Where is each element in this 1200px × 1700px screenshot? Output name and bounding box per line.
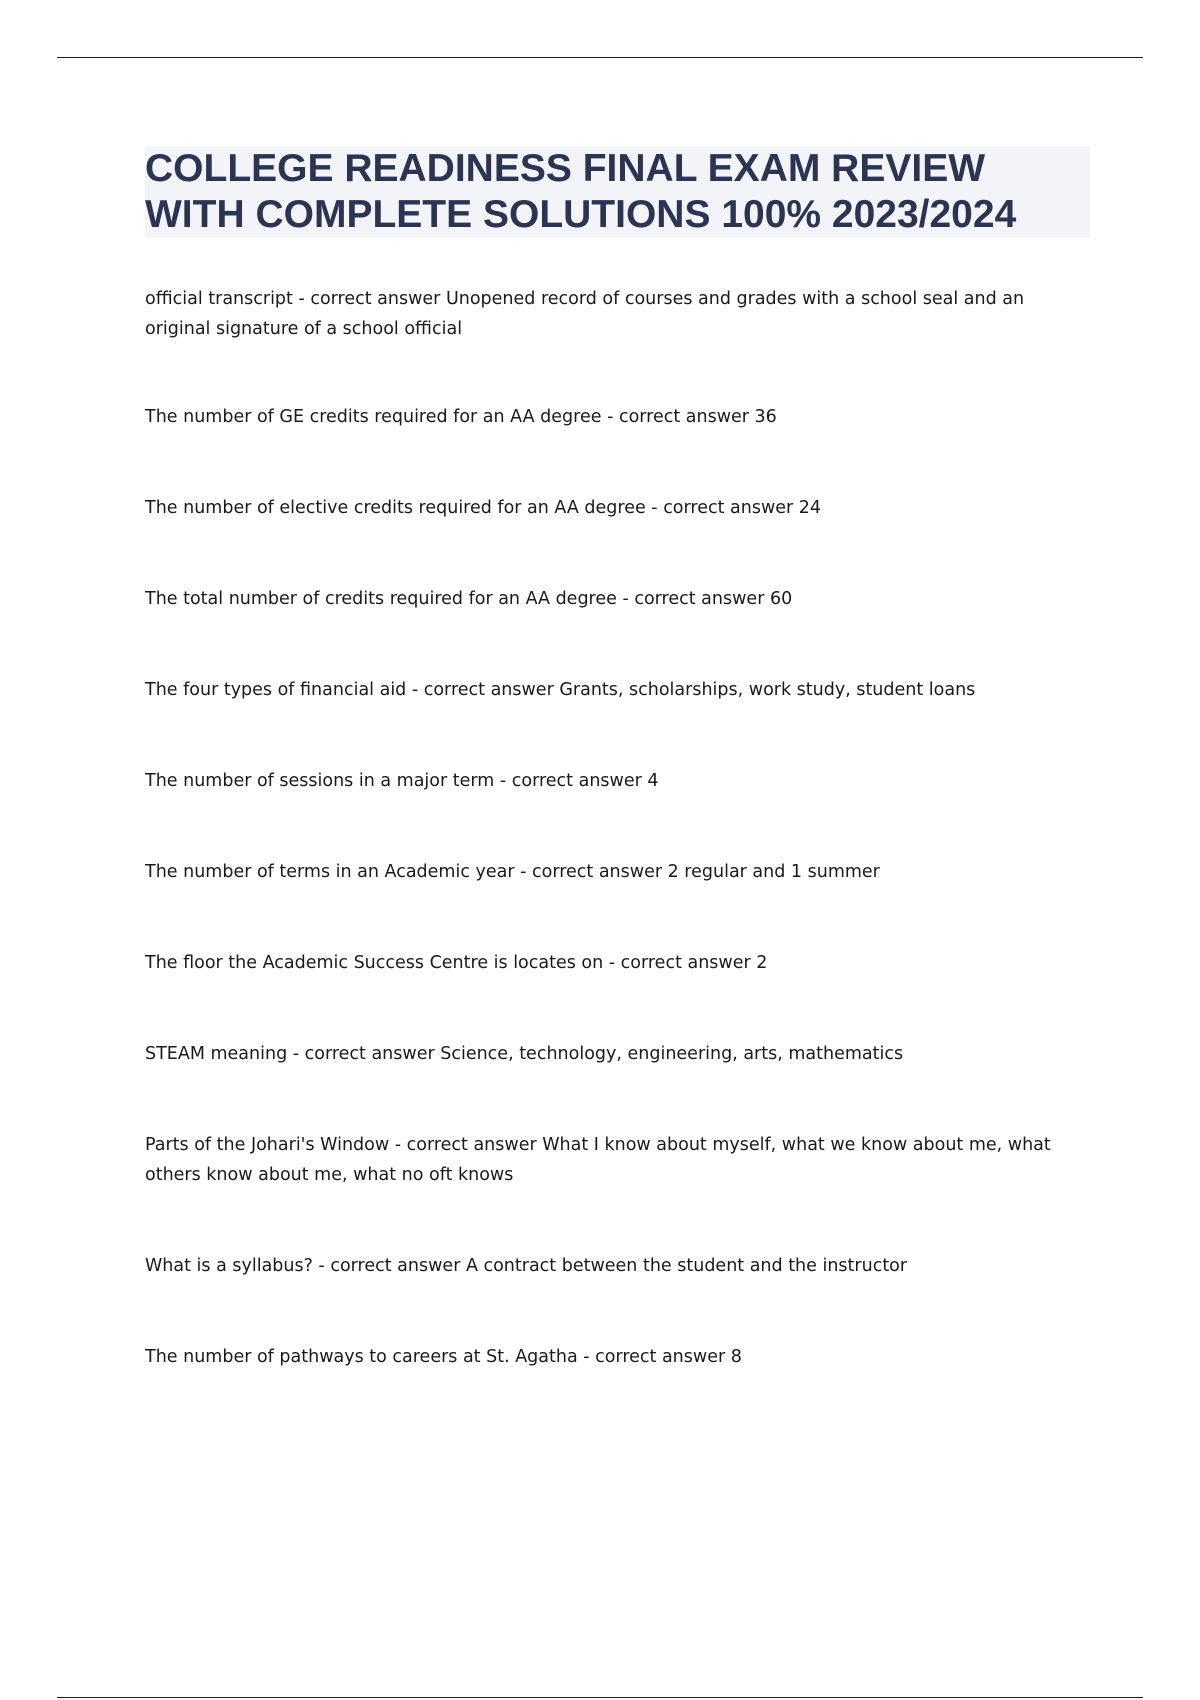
- qa-item: The number of terms in an Academic year - correct answer 2 regular and 1 summer: [145, 862, 880, 882]
- bottom-rule: [57, 1697, 1143, 1698]
- qa-item: STEAM meaning - correct answer Science, technology, engineering, arts, mathematics: [145, 1044, 904, 1064]
- qa-item: What is a syllabus? - correct answer A contract between the student and the instructor: [145, 1256, 908, 1276]
- document-title: [145, 146, 1090, 238]
- qa-item: The floor the Academic Success Centre is locates on - correct answer 2: [145, 953, 768, 973]
- qa-item: The number of elective credits required for an AA degree - correct answer 24: [145, 498, 822, 518]
- qa-item: The number of GE credits required for an AA degree - correct answer 36: [145, 407, 777, 427]
- document-title-heading: [145, 146, 1090, 238]
- qa-item: The number of sessions in a major term - correct answer 4: [145, 771, 659, 791]
- qa-item: The number of pathways to careers at St. Agatha - correct answer 8: [145, 1347, 742, 1367]
- top-rule: [57, 57, 1143, 58]
- qa-item: Parts of the Johari's Window - correct answer What I know about myself, what we know about me, what others know about me, what no oft knows: [145, 1135, 1051, 1185]
- title-line-1: COLLEGE READINESS FINAL EXAM REVIEW: [145, 147, 986, 190]
- title-line-2: WITH COMPLETE SOLUTIONS 100% 2023/2024: [145, 193, 1017, 236]
- qa-item: official transcript - correct answer Unopened record of courses and grades with a school seal and an original signature of a school official: [145, 289, 1025, 339]
- qa-item: The total number of credits required for an AA degree - correct answer 60: [145, 589, 793, 609]
- qa-item: The four types of financial aid - correct answer Grants, scholarships, work study, student loans: [145, 680, 976, 700]
